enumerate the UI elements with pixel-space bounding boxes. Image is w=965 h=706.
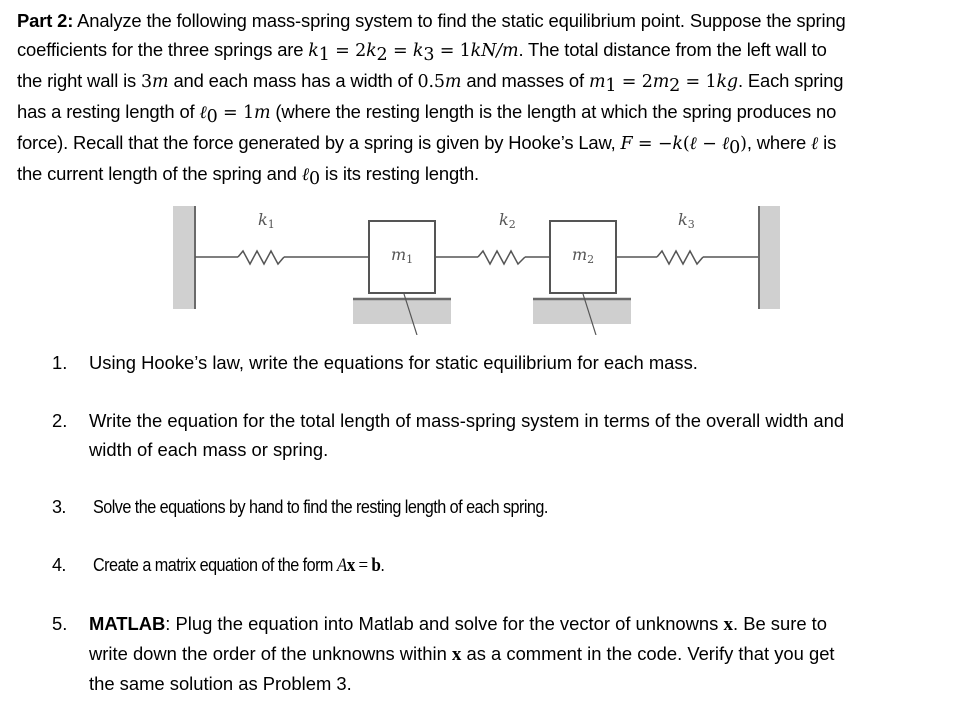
matlab-label: MATLAB bbox=[89, 613, 166, 634]
problem-statement bbox=[17, 6, 957, 190]
part-heading: Part 2: bbox=[17, 10, 74, 31]
statement-line-1: Part 2: Analyze the following mass-spring system to find the static equilibrium point. Suppose the spring bbox=[17, 10, 846, 31]
statement-line-6: the current length of the spring and ℓ$_0$ is its resting length. bbox=[17, 163, 480, 189]
right-wall bbox=[758, 206, 780, 309]
question-number: 5. bbox=[52, 613, 68, 634]
label-k2: $k_2$ bbox=[499, 210, 516, 231]
statement-line-5: force). Recall that the force generated by a spring is given by Hooke’s Law, F = −k(ℓ − ℓ$_0$), where ℓ is bbox=[17, 132, 837, 158]
label-m2: $m_2$ bbox=[572, 245, 595, 266]
question-text: MATLAB: Plug the equation into Matlab and solve for the vector of unknowns x. Be sure to write down the order of the unknowns within x as a comment in the code. Verify that you get the same solution as Problem 3. bbox=[89, 613, 835, 694]
left-wall bbox=[173, 206, 195, 309]
question-number: 2. bbox=[52, 410, 68, 431]
mass-spring-diagram bbox=[140, 195, 800, 335]
label-m1: $m_1$ bbox=[391, 245, 414, 266]
floor-m2 bbox=[533, 294, 631, 335]
question-text: Using Hooke’s law, write the equations for static equilibrium for each mass. bbox=[89, 352, 698, 373]
question-number: 4. bbox=[52, 555, 66, 575]
statement-line-3: the right wall is 3m and each mass has a width of 0.5m and masses of $m_1 = 2m_2 = 1kg$. Each spring bbox=[17, 70, 844, 96]
question-number: 3. bbox=[52, 497, 66, 517]
spring-k1 bbox=[195, 251, 369, 264]
statement-line-4: has a resting length of ℓ$_0$ = 1m (where the resting length is the length at which the spring produces no bbox=[17, 101, 837, 127]
question-text: Create a matrix equation of the form Ax = b. bbox=[93, 555, 385, 576]
question-number: 1. bbox=[52, 352, 68, 373]
label-k3: $k_3$ bbox=[678, 210, 695, 231]
statement-line-2: coefficients for the three springs are $k_1 = 2k_2 = k_3 = 1kN/m$. The total distance from the left wall to bbox=[17, 39, 827, 65]
question-text: Write the equation for the total length of mass-spring system in terms of the overall width and width of each mass or spring. bbox=[89, 410, 845, 460]
spring-k2 bbox=[435, 251, 550, 264]
spring-k3 bbox=[616, 251, 758, 264]
floor-m1 bbox=[353, 294, 451, 335]
label-k1: $k_1$ bbox=[258, 210, 275, 231]
question-text: Solve the equations by hand to find the resting length of each spring. bbox=[93, 497, 548, 517]
